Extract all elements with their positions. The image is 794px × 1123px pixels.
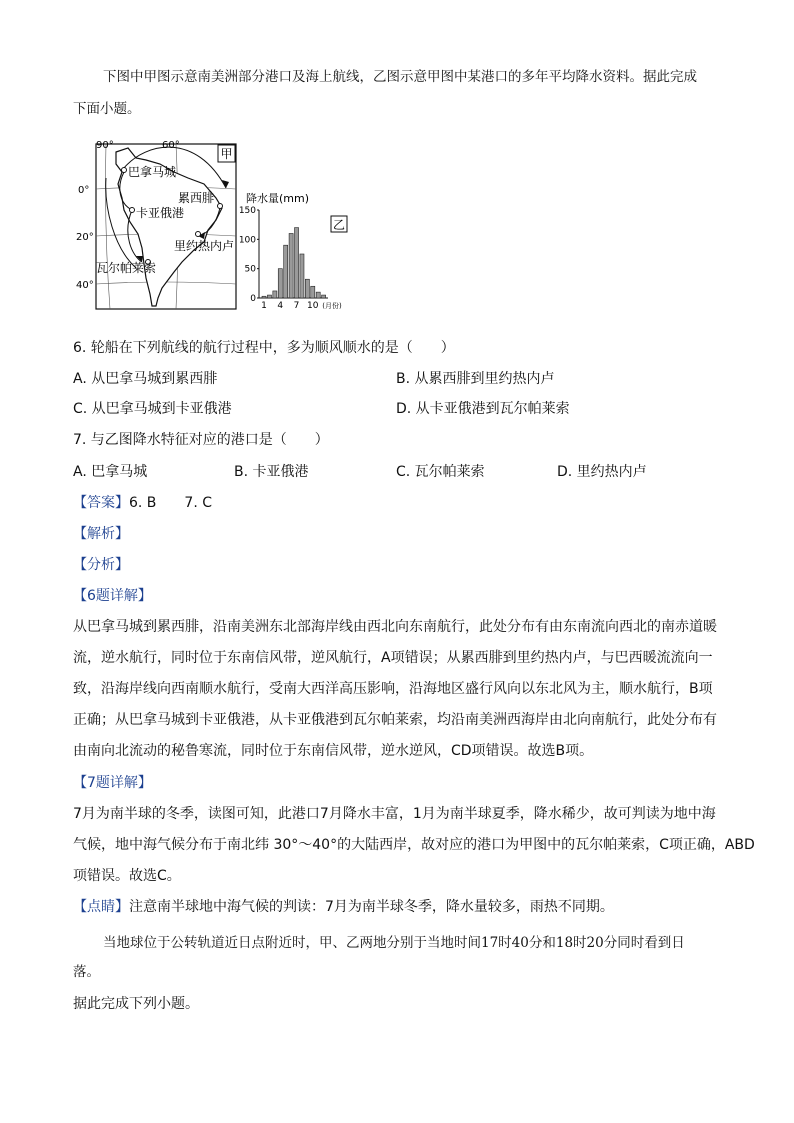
chart-x-tick-label: 4 (277, 301, 284, 311)
q7-option-b[interactable]: B. 卡亚俄港 (234, 464, 309, 480)
chart-bar-month-4 (278, 269, 282, 298)
q6-detail-tag: 【6题详解】 (73, 588, 152, 604)
q7-detail-line-2: 气候，地中海气候分布于南北纬 30°～40°的大陆西岸，故对应的港口为甲图中的瓦尔帕莱索，C项正确，ABD (73, 837, 755, 853)
chart-y-tick-label: 50 (244, 264, 256, 275)
chart-y-tick-label: 100 (238, 235, 256, 246)
chart-bar-month-9 (305, 279, 309, 298)
chart-label: 乙 (332, 218, 346, 232)
chart-xlabel: (月份) (322, 302, 342, 310)
q7-stem: 7. 与乙图降水特征对应的港口是（ ） (73, 432, 329, 448)
answer-line (73, 493, 212, 513)
lon-label-60: 60° (162, 140, 180, 151)
q6-detail-line-3: 致，沿海岸线向西南顺水航行，受南大西洋高压影响，沿海地区盛行风向以东北风为主，顺水航行，B项 (73, 681, 713, 697)
chart-x-tick-label: 1 (261, 301, 267, 311)
port-recife: 累西腓 (178, 191, 215, 205)
chart-ylabel: 降水量(mm) (246, 192, 310, 205)
q7-detail-line-1: 7月为南半球的冬季，读图可知，此港口7月降水丰富，1月为南半球夏季，降水稀少，故可判读为地中海 (73, 806, 716, 822)
q7-option-d[interactable]: D. 里约热内卢 (557, 464, 647, 480)
lon-label-90: 90° (96, 140, 114, 151)
analysis-tag: 【解析】 (73, 526, 129, 542)
port-rio: 里约热内卢 (174, 239, 235, 253)
chart-bar-month-3 (273, 291, 277, 298)
q6-detail-line-1: 从巴拿马城到累西腓，沿南美洲东北部海岸线由西北向东南航行，此处分布有由东南流向西北的南赤道暖 (73, 619, 717, 635)
port-callao: 卡亚俄港 (136, 206, 185, 220)
port-valparaiso: 瓦尔帕莱索 (96, 261, 157, 275)
chart-bar-month-11 (316, 292, 320, 298)
next-line-3: 据此完成下列小题。 (73, 996, 199, 1012)
fenxi-tag: 【分析】 (73, 557, 129, 573)
chart-x-tick-label: 7 (293, 301, 300, 311)
chart-bar-month-8 (300, 254, 304, 298)
precipitation-chart (238, 190, 356, 316)
port-panama: 巴拿马城 (128, 165, 177, 179)
dianjing-line (73, 897, 614, 917)
chart-bar-month-2 (267, 295, 271, 298)
chart-bar-month-12 (322, 295, 326, 298)
q6-stem: 6. 轮船在下列航线的航行过程中，多为顺风顺水的是（ ） (73, 340, 455, 356)
chart-bar-month-10 (311, 286, 315, 298)
intro-line-1: 下图中甲图示意南美洲部分港口及海上航线，乙图示意甲图中某港口的多年平均降水资料。据此完成 (103, 69, 697, 85)
next-line-2: 落。 (73, 964, 100, 980)
intro-line-2: 下面小题。 (73, 101, 141, 117)
chart-bar-month-5 (284, 245, 288, 298)
q7-option-a[interactable]: A. 巴拿马城 (73, 464, 148, 480)
chart-y-tick-label: 0 (250, 294, 256, 304)
q6-detail-line-5: 由南向北流动的秘鲁寒流，同时位于东南信风带，逆水逆风，CD项错误。故选B项。 (73, 743, 594, 759)
q7-detail-line-3: 项错误。故选C。 (73, 868, 181, 884)
next-line-1: 当地球位于公转轨道近日点附近时，甲、乙两地分别于当地时间17时40分和18时20分同时看到日 (103, 935, 685, 951)
lat-label-20: 20° (76, 232, 94, 243)
dianjing-tag: 【点睛】 (73, 899, 129, 915)
lat-label-0: 0° (78, 185, 90, 196)
q6-option-c[interactable]: C. 从巴拿马城到卡亚俄港 (73, 401, 232, 417)
chart-y-tick-label: 150 (238, 206, 256, 216)
south-america-map (76, 138, 246, 313)
answer-text: 6. B 7. C (129, 495, 212, 511)
chart-x-tick-label: 10 (307, 301, 319, 311)
q6-option-a[interactable]: A. 从巴拿马城到累西腓 (73, 371, 218, 387)
q6-detail-line-2: 流，逆水航行，同时位于东南信风带，逆风航行，A项错误；从累西腓到里约热内卢，与巴西暖流流向一 (73, 650, 713, 666)
q7-detail-tag: 【7题详解】 (73, 775, 152, 791)
q7-option-c[interactable]: C. 瓦尔帕莱索 (396, 464, 485, 480)
map-label: 甲 (220, 147, 233, 161)
answer-tag: 【答案】 (73, 495, 129, 511)
chart-bar-month-1 (262, 296, 266, 298)
chart-bar-month-6 (289, 233, 293, 298)
q6-option-d[interactable]: D. 从卡亚俄港到瓦尔帕莱索 (396, 401, 570, 417)
lat-label-40: 40° (76, 280, 94, 291)
q6-option-b[interactable]: B. 从累西腓到里约热内卢 (396, 371, 555, 387)
dianjing-text: 注意南半球地中海气候的判读：7月为南半球冬季，降水量较多，雨热不同期。 (129, 899, 614, 915)
chart-bar-month-7 (295, 228, 299, 298)
q6-detail-line-4: 正确；从巴拿马城到卡亚俄港，从卡亚俄港到瓦尔帕莱索，均沿南美洲西海岸由北向南航行，此处分布有 (73, 712, 717, 728)
